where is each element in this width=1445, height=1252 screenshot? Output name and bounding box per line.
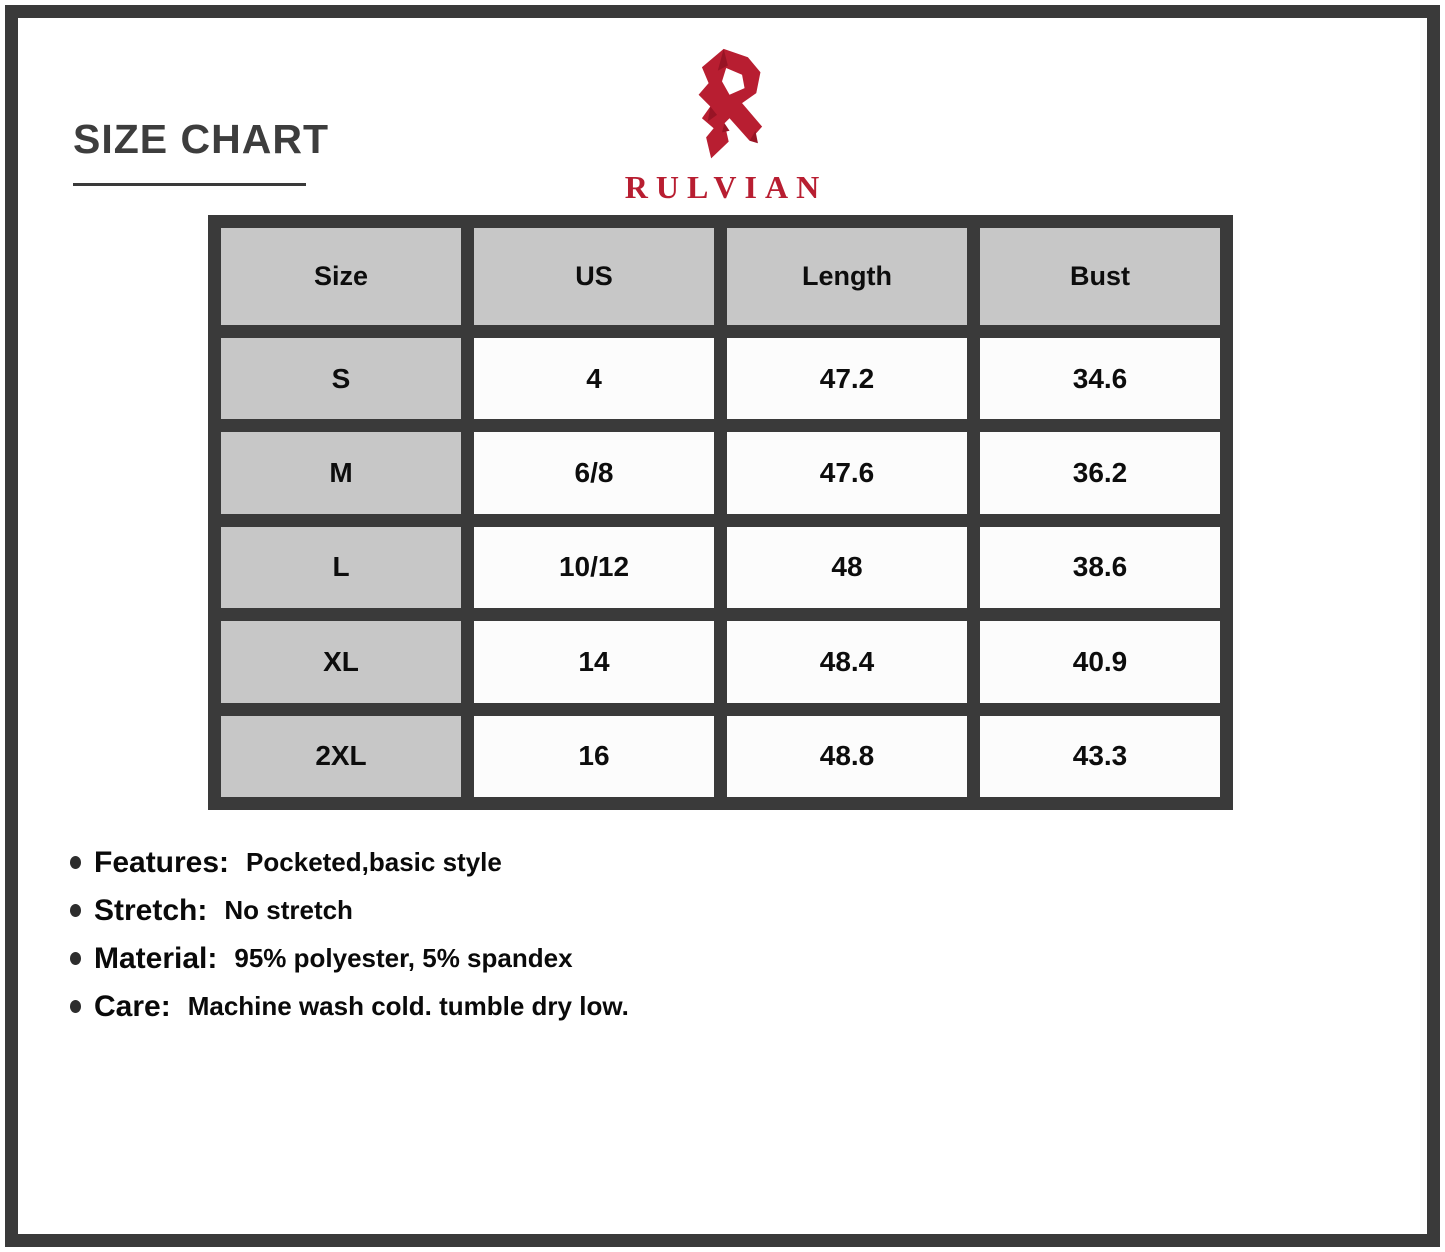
page-title: SIZE CHART [73, 116, 329, 162]
detail-item-stretch [70, 893, 629, 928]
bullet-icon [70, 1000, 81, 1013]
length-cell: 48.8 [727, 716, 967, 797]
size-cell: 2XL [221, 716, 461, 797]
length-cell: 48 [727, 527, 967, 608]
detail-label: Features: [94, 845, 230, 879]
size-cell: L [221, 527, 461, 608]
column-header-bust: Bust [980, 228, 1220, 325]
bust-cell: 43.3 [980, 716, 1220, 797]
detail-label: Stretch: [94, 893, 208, 927]
bust-cell: 36.2 [980, 432, 1220, 513]
detail-label: Material: [94, 941, 218, 975]
length-cell: 47.2 [727, 338, 967, 419]
us-cell: 14 [474, 621, 714, 702]
bust-cell: 40.9 [980, 621, 1220, 702]
length-cell: 48.4 [727, 621, 967, 702]
detail-value: Machine wash cold. tumble dry low. [187, 991, 629, 1021]
bullet-icon [70, 904, 81, 917]
us-cell: 10/12 [474, 527, 714, 608]
us-cell: 6/8 [474, 432, 714, 513]
product-details-list [70, 845, 629, 1037]
column-header-length: Length [727, 228, 967, 325]
column-header-size: Size [221, 228, 461, 325]
detail-value: Pocketed,basic style [246, 847, 502, 877]
column-header-us: US [474, 228, 714, 325]
size-cell: S [221, 338, 461, 419]
size-cell: XL [221, 621, 461, 702]
length-cell: 47.6 [727, 432, 967, 513]
bullet-icon [70, 856, 81, 869]
detail-item-care [70, 989, 629, 1024]
brand-logo [570, 48, 874, 206]
us-cell: 16 [474, 716, 714, 797]
brand-name: RULVIAN [624, 169, 828, 205]
bust-cell: 34.6 [980, 338, 1220, 419]
bust-cell: 38.6 [980, 527, 1220, 608]
title-underline [73, 183, 306, 186]
bullet-icon [70, 952, 81, 965]
us-cell: 4 [474, 338, 714, 419]
detail-value: 95% polyester, 5% spandex [234, 943, 573, 973]
detail-item-features [70, 845, 629, 880]
detail-item-material [70, 941, 629, 976]
rulvian-r-logo-icon [674, 48, 770, 160]
size-cell: M [221, 432, 461, 513]
detail-value: No stretch [224, 895, 353, 925]
detail-label: Care: [94, 989, 171, 1023]
size-chart-table [208, 215, 1233, 810]
